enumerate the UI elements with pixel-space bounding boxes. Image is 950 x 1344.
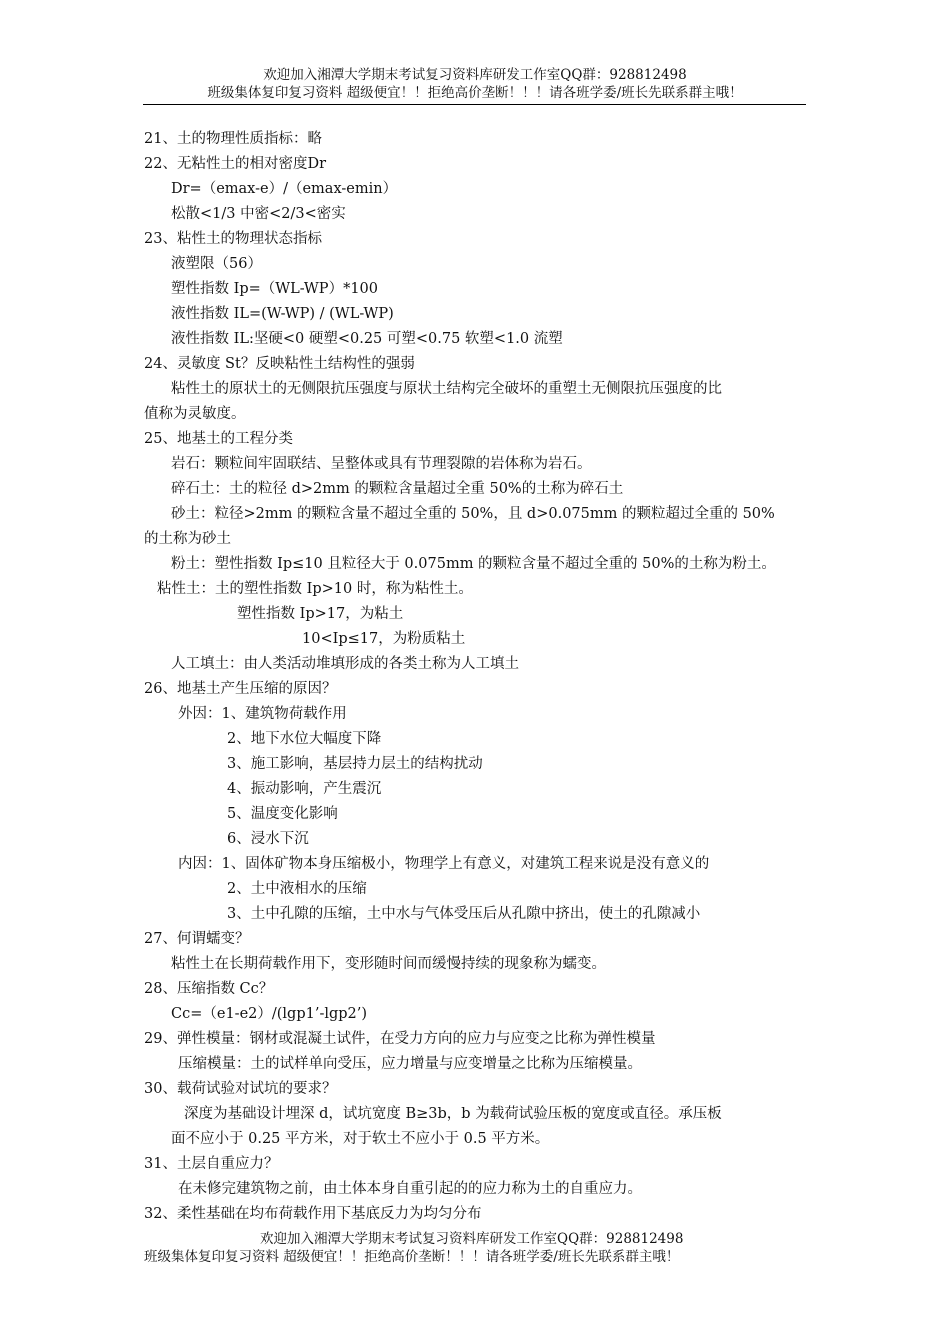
text-line: 32、柔性基础在均布荷载作用下基底反力为均匀分布 xyxy=(144,1206,482,1222)
text-line: 21、土的物理性质指标：略 xyxy=(144,131,322,147)
text-line: 23、粘性土的物理状态指标 xyxy=(144,231,322,247)
text-line: 粘性土的原状土的无侧限抗压强度与原状土结构完全破坏的重塑土无侧限抗压强度的比 xyxy=(171,381,722,397)
text-line: 10<Ip≤17，为粉质粘土 xyxy=(302,631,466,647)
text-line: Cc=（e1-e2）/(lgp1’-lgp2’) xyxy=(171,1006,368,1022)
text-line: 粘性土：土的塑性指数 Ip>10 时，称为粘性土。 xyxy=(157,581,473,597)
text-line: 22、无粘性土的相对密度Dr xyxy=(144,156,327,172)
text-line: 岩石：颗粒间牢固联结、呈整体或具有节理裂隙的岩体称为岩石。 xyxy=(171,456,592,472)
text-line: 面不应小于 0.25 平方米，对于软土不应小于 0.5 平方米。 xyxy=(171,1131,550,1147)
text-line: 31、土层自重应力？ xyxy=(144,1156,279,1172)
text-line: 27、何谓蠕变？ xyxy=(144,931,250,947)
text-line: 4、振动影响，产生震沉 xyxy=(227,781,382,797)
text-line: 松散<1/3 中密<2/3<密实 xyxy=(171,206,346,222)
header-line-1: 欢迎加入湘潭大学期末考试复习资料库研发工作室QQ群：928812498 xyxy=(263,67,687,83)
text-line: 24、灵敏度 St？反映粘性土结构性的强弱 xyxy=(144,356,415,372)
text-line: 人工填土：由人类活动堆填形成的各类土称为人工填土 xyxy=(171,656,519,672)
text-line: 在未修完建筑物之前，由土体本身自重引起的的应力称为土的自重应力。 xyxy=(178,1181,642,1197)
text-line: 5、温度变化影响 xyxy=(227,806,338,822)
text-line: 的土称为砂土 xyxy=(144,531,231,547)
header-line-2: 班级集体复印复习资料 超级便宜！！拒绝高价垄断！！！请各班学委/班长先联系群主哦！ xyxy=(207,85,743,101)
header-divider xyxy=(143,104,806,105)
text-line: 内因：1、固体矿物本身压缩极小，物理学上有意义，对建筑工程来说是没有意义的 xyxy=(178,856,710,872)
text-line: 外因：1、建筑物荷载作用 xyxy=(178,706,347,722)
text-line: 2、地下水位大幅度下降 xyxy=(227,731,382,747)
text-line: 28、压缩指数 Cc？ xyxy=(144,981,274,997)
text-line: 25、地基土的工程分类 xyxy=(144,431,293,447)
text-line: 26、地基土产生压缩的原因？ xyxy=(144,681,337,697)
text-line: 塑性指数 Ip=（WL-WP）*100 xyxy=(171,281,378,297)
footer-line-1: 欢迎加入湘潭大学期末考试复习资料库研发工作室QQ群：928812498 xyxy=(260,1231,684,1247)
text-line: 29、弹性模量：钢材或混凝土试件，在受力方向的应力与应变之比称为弹性模量 xyxy=(144,1031,656,1047)
text-line: 2、土中液相水的压缩 xyxy=(227,881,367,897)
text-line: 液性指数 IL:坚硬<0 硬塑<0.25 可塑<0.75 软塑<1.0 流塑 xyxy=(171,331,563,347)
text-line: 粘性土在长期荷载作用下，变形随时间而缓慢持续的现象称为蠕变。 xyxy=(171,956,606,972)
text-line: 砂土：粒径>2mm 的颗粒含量不超过全重的 50%，且 d>0.075mm 的颗粒超过全重的 50% xyxy=(171,506,775,522)
text-line: 液性指数 IL=(W-WP) / (WL-WP) xyxy=(171,306,394,322)
text-line: 粉土：塑性指数 Ip≤10 且粒径大于 0.075mm 的颗粒含量不超过全重的 50%的土称为粉土。 xyxy=(171,556,776,572)
text-line: 碎石土：土的粒径 d>2mm 的颗粒含量超过全重 50%的土称为碎石土 xyxy=(171,481,624,497)
text-line: 3、施工影响，基层持力层土的结构扰动 xyxy=(227,756,483,772)
footer-line-2: 班级集体复印复习资料 超级便宜！！拒绝高价垄断！！！请各班学委/班长先联系群主哦！ xyxy=(144,1249,680,1265)
text-line: 液塑限（56） xyxy=(171,256,262,272)
text-line: 塑性指数 Ip>17，为粘土 xyxy=(237,606,404,622)
text-line: 深度为基础设计埋深 d，试坑宽度 B≥3b，b 为载荷试验压板的宽度或直径。承压板 xyxy=(184,1106,722,1122)
text-line: 30、载荷试验对试坑的要求？ xyxy=(144,1081,337,1097)
text-line: 压缩模量：土的试样单向受压，应力增量与应变增量之比称为压缩模量。 xyxy=(178,1056,642,1072)
text-line: Dr=（emax-e）/（emax-emin） xyxy=(171,181,398,197)
text-line: 3、土中孔隙的压缩，土中水与气体受压后从孔隙中挤出，使土的孔隙减小 xyxy=(227,906,701,922)
text-line: 6、浸水下沉 xyxy=(227,831,309,847)
text-line: 值称为灵敏度。 xyxy=(144,406,246,422)
